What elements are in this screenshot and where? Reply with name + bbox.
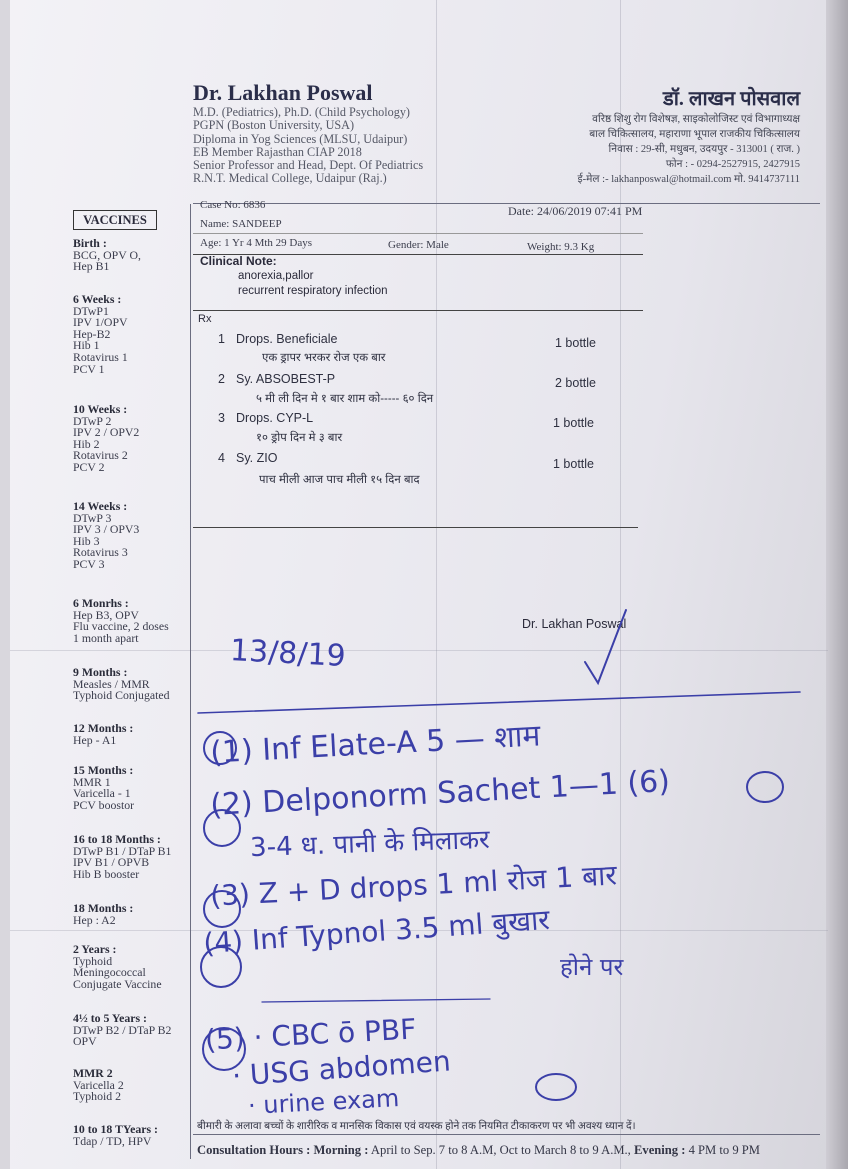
vaccine-item: Hep : A2 [73, 912, 116, 927]
morning-hours: April to Sep. 7 to 8 A.M, Oct to March 8 to 9 A.M., [370, 1143, 631, 1157]
vaccine-item: Hib 1 [73, 338, 100, 353]
qualification-line: R.N.T. Medical College, Udaipur (Raj.) [193, 171, 387, 186]
rx-item-number: 4 [218, 451, 225, 465]
vaccine-group-title: 15 Months : [73, 763, 134, 777]
vaccine-item: DTwP1 [73, 303, 109, 318]
vaccines-heading: VACCINES [73, 210, 157, 230]
footer-hindi-note: बीमारी के अलावा बच्चों के शारीरिक व मानसिक विकास एवं वयस्क होने तक नियमित टीकाकरण पर भी अवश्य ध्यान दें। [197, 1121, 636, 1132]
address-line: बाल चिकित्सालय, महाराणा भूपाल राजकीय चिकित्सालय [589, 129, 800, 140]
doctor-signature: Dr. Lakhan Poswal [522, 617, 627, 631]
rx-item-name: Drops. Beneficiale [236, 332, 338, 346]
rx-item-name: Drops. CYP-L [236, 411, 314, 425]
vaccine-item: Rotavirus 1 [73, 349, 128, 364]
vaccine-item: Conjugate Vaccine [73, 976, 162, 991]
address-line: निवास : 29-सी, मधुबन, उदयपुर - 313001 ( राज. ) [608, 144, 800, 155]
vaccine-item: Typhoid Conjugated [73, 688, 170, 703]
qualification-line: PGPN (Boston University, USA) [193, 118, 355, 133]
vaccine-item: 1 month apart [73, 630, 139, 645]
vaccine-group-title: 9 Months : [73, 665, 128, 679]
consultation-hours [197, 1143, 760, 1158]
rx-item-instruction: ५ मी ली दिन मे १ बार शाम को----- ६० दिन [256, 393, 434, 405]
vaccine-item: Hep B3, OPV [73, 607, 139, 622]
vaccine-item: Rotavirus 3 [73, 545, 128, 560]
rx-item-qty: 2 bottle [555, 376, 597, 390]
vaccine-item: Hib 3 [73, 533, 100, 548]
vaccine-group-title: 16 to 18 Months : [73, 832, 161, 846]
vaccine-item: DTwP B2 / DTaP B2 [73, 1022, 172, 1037]
vaccine-group-title: 10 to 18 TYears : [73, 1122, 158, 1136]
clinical-note-heading: Clinical Note: [200, 254, 277, 268]
morning-label: Morning : [313, 1143, 369, 1157]
vaccine-item: Hib 2 [73, 436, 100, 451]
qualification-line: EB Member Rajasthan CIAP 2018 [193, 144, 362, 159]
patient-age: Age: 1 Yr 4 Mth 29 Days [200, 237, 313, 249]
handwritten-line: (3) Z + D drops 1 ml रोज 1 बार [209, 858, 618, 913]
patient-name: Name: SANDEEP [200, 218, 282, 230]
rx-item-instruction: १० ड्रोप दिन मे ३ बार [256, 432, 343, 444]
vaccine-item: OPV [73, 1034, 97, 1049]
rx-item-qty: 1 bottle [555, 336, 597, 350]
rx-item-instruction: पाच मीली आज पाच मीली १५ दिन बाद [259, 474, 420, 486]
vaccine-item: Varicella 2 [73, 1077, 124, 1092]
clinical-note-line: anorexia,pallor [238, 270, 314, 282]
doctor-name-hindi: डॉ. लाखन पोसवाल [663, 88, 800, 110]
case-number: Case No: 6836 [200, 199, 266, 211]
tick-mark-icon [585, 610, 626, 683]
vaccine-item: Rotavirus 2 [73, 448, 128, 463]
vaccine-group-title: Birth : [73, 236, 107, 250]
rx-item-number: 2 [218, 372, 225, 386]
ink-underline [198, 692, 800, 713]
handwritten-line: 3-4 ध. पानी के मिलाकर [249, 824, 491, 864]
address-line: फोन : - 0294-2527915, 2427915 [665, 159, 800, 170]
vaccine-item: Flu vaccine, 2 doses [73, 619, 169, 634]
handwritten-line: · urine exam [247, 1084, 400, 1120]
vaccine-group-title: 4½ to 5 Years : [73, 1011, 147, 1025]
patient-weight: Weight: 9.3 Kg [527, 241, 595, 253]
vaccine-item: Hep - A1 [73, 732, 117, 747]
handwritten-line: · USG abdomen [231, 1044, 452, 1093]
qualification-line: Diploma in Yog Sciences (MLSU, Udaipur) [193, 131, 408, 146]
clinical-note-line: recurrent respiratory infection [238, 285, 388, 297]
evening-hours: 4 PM to 9 PM [688, 1143, 760, 1157]
vaccine-item: IPV 3 / OPV3 [73, 522, 140, 537]
qualification-line: M.D. (Pediatrics), Ph.D. (Child Psychology) [193, 105, 410, 119]
vaccine-group-title: 18 Months : [73, 901, 134, 915]
vaccine-item: PCV 3 [73, 556, 105, 571]
rx-label: Rx [198, 313, 212, 325]
doctor-name: Dr. Lakhan Poswal [193, 80, 373, 105]
circle-mark-icon [536, 1074, 576, 1100]
address-line: ई-मेल :- lakhanposwal@hotmail.com मो. 9414737111 [577, 174, 800, 185]
vaccine-group-title: 6 Monrhs : [73, 596, 129, 610]
rx-item-number: 1 [218, 332, 225, 346]
vaccine-group-title: 10 Weeks : [73, 402, 128, 416]
vaccine-item: PCV boostor [73, 797, 135, 812]
handwritten-line: (2) Delponorm Sachet 1—1 (6) [209, 763, 671, 824]
circled-number-icon [747, 772, 783, 802]
handwritten-line: (5) · CBC ō PBF [204, 1012, 418, 1057]
handwritten-line: होने पर [560, 953, 624, 981]
vaccine-item: PCV 1 [73, 361, 105, 376]
address-line: वरिष्ठ शिशु रोग विशेषज्ञ, साइकोलोजिस्ट एवं विभागाध्यक्ष [592, 114, 800, 125]
vaccine-item: Typhoid 2 [73, 1089, 121, 1104]
rx-item-qty: 1 bottle [553, 416, 595, 430]
rx-item-name: Sy. ABSOBEST-P [236, 372, 336, 386]
vaccine-item: PCV 2 [73, 459, 105, 474]
vaccine-item: DTwP 3 [73, 510, 112, 525]
vaccine-group-title: 2 Years : [73, 942, 117, 956]
vaccine-group-title: 14 Weeks : [73, 499, 128, 513]
rx-item-instruction: एक ड्रापर भरकर रोज एक बार [262, 352, 386, 364]
rx-item-qty: 1 bottle [553, 457, 595, 471]
vaccine-item: DTwP 2 [73, 413, 112, 428]
vaccine-group-title: 12 Months : [73, 721, 134, 735]
vaccine-item: Typhoid [73, 953, 113, 968]
handwritten-line: (4) Inf Typnol 3.5 ml बुखार [202, 902, 551, 961]
vaccine-item: Hep B1 [73, 259, 110, 274]
handwritten-date: 13/8/19 [229, 632, 347, 675]
qualification-line: Senior Professor and Head, Dept. Of Pediatrics [193, 158, 424, 173]
rx-item-number: 3 [218, 411, 225, 425]
vaccine-item: Tdap / TD, HPV [73, 1133, 152, 1148]
vaccine-group-title: 6 Weeks : [73, 292, 122, 306]
consultation-label: Consultation Hours : [197, 1143, 311, 1157]
rx-item-name: Sy. ZIO [236, 451, 278, 465]
vaccine-item: IPV B1 / OPVB [73, 855, 150, 870]
vaccine-item: MMR 1 [73, 774, 111, 789]
vaccine-item: IPV 2 / OPV2 [73, 425, 140, 440]
vaccine-group-title: MMR 2 [73, 1066, 113, 1080]
vaccine-item: Meningococcal [73, 965, 146, 980]
footer-divider [193, 1134, 820, 1135]
vaccine-item: DTwP B1 / DTaP B1 [73, 843, 172, 858]
vaccine-item: Measles / MMR [73, 676, 150, 691]
visit-date: Date: 24/06/2019 07:41 PM [508, 204, 643, 218]
vaccine-item: Hib B booster [73, 866, 140, 881]
vaccine-item: BCG, OPV O, [73, 247, 141, 262]
vaccine-item: Hep-B2 [73, 326, 111, 341]
evening-label: Evening : [634, 1143, 686, 1157]
ink-underline [262, 999, 490, 1002]
handwritten-line: (1) Inf Elate-A 5 — शाम [209, 718, 542, 771]
vaccine-item: Varicella - 1 [73, 786, 131, 801]
vaccine-item: IPV 1/OPV [73, 315, 128, 330]
patient-gender: Gender: Male [388, 239, 449, 251]
